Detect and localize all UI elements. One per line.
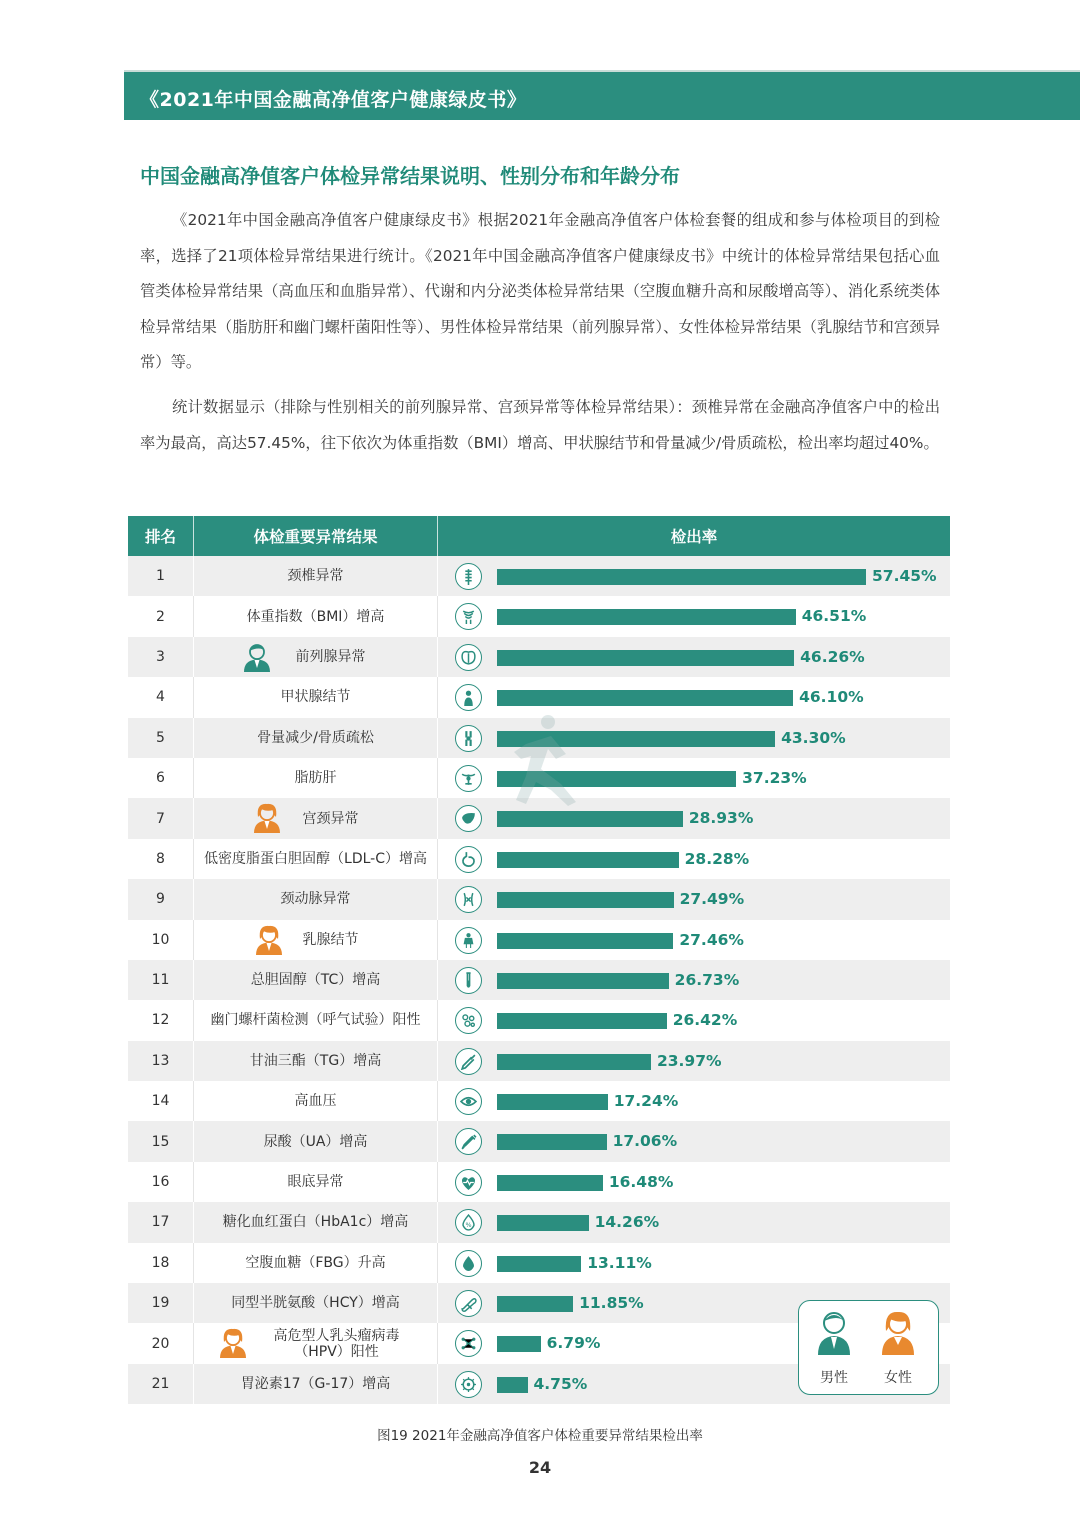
rate-bar — [497, 1054, 651, 1070]
legend-female-icon — [873, 1309, 923, 1361]
table-row — [128, 1162, 950, 1202]
eye-icon — [455, 1088, 482, 1115]
row-name: 颈椎异常 — [287, 568, 344, 585]
legend-male-label: 男性 — [820, 1370, 848, 1386]
row-rank: 11 — [128, 960, 194, 1000]
row-rate-cell — [438, 879, 950, 919]
row-rank: 9 — [128, 879, 194, 919]
row-rank: 5 — [128, 718, 194, 758]
test-tube-icon — [455, 967, 482, 994]
rate-value-label: 27.46% — [679, 930, 744, 949]
rate-value-label: 23.97% — [656, 1051, 722, 1070]
row-rate-cell — [438, 677, 950, 717]
prostate-icon — [455, 644, 482, 671]
row-name: 体重指数（BMI）增高 — [246, 608, 385, 625]
page-number: 24 — [528, 1458, 552, 1477]
row-name: 同型半胱氨酸（HCY）增高 — [231, 1295, 400, 1312]
row-name: 脂肪肝 — [294, 770, 337, 787]
table-row — [128, 1081, 950, 1121]
rate-bar — [497, 1175, 603, 1191]
female-person-icon — [252, 802, 282, 834]
row-name-cell — [194, 677, 438, 717]
row-name: 空腹血糖（FBG）升高 — [245, 1254, 386, 1271]
header-name: 体检重要异常结果 — [194, 516, 438, 556]
row-name-cell — [194, 596, 438, 636]
rate-bar — [497, 892, 674, 908]
rate-value-label: 13.11% — [587, 1253, 652, 1272]
rate-bar — [497, 852, 679, 868]
rate-value-label: 46.51% — [801, 607, 867, 626]
row-rate-cell — [438, 920, 950, 960]
row-name-cell — [194, 1323, 438, 1363]
legend-female-label: 女性 — [884, 1370, 912, 1386]
row-name-cell — [194, 1121, 438, 1161]
row-rate-cell — [438, 1243, 950, 1283]
female-person-icon — [254, 924, 284, 956]
row-name-cell — [194, 637, 438, 677]
row-rate-cell — [438, 1081, 950, 1121]
neck-artery-icon — [455, 886, 482, 913]
row-name: 尿酸（UA）增高 — [263, 1133, 368, 1150]
row-rank: 16 — [128, 1162, 194, 1202]
uterus-icon — [455, 765, 482, 792]
table-row — [128, 960, 950, 1000]
header-rank: 排名 — [128, 516, 194, 556]
row-name-cell — [194, 879, 438, 919]
rate-bar — [497, 1013, 667, 1029]
row-rate-cell — [438, 637, 950, 677]
header-rate: 检出率 — [670, 528, 718, 546]
row-rate-cell — [438, 1162, 950, 1202]
row-name: 总胆固醇（TC）增高 — [250, 972, 381, 989]
liver-icon — [455, 805, 482, 832]
row-rate-cell — [438, 556, 950, 596]
row-rate-cell — [438, 960, 950, 1000]
row-name-cell — [194, 839, 438, 879]
rate-bar — [497, 650, 794, 666]
cell-icon — [455, 1371, 482, 1398]
stomach-icon — [455, 846, 482, 873]
row-name-cell — [194, 960, 438, 1000]
spine-icon — [455, 563, 482, 590]
table-row — [128, 596, 950, 636]
table-body — [128, 556, 950, 1404]
thyroid-icon — [455, 684, 482, 711]
row-name-cell — [194, 1243, 438, 1283]
section-title: 中国金融高净值客户体检异常结果说明、性别分布和年龄分布 — [140, 164, 680, 188]
rate-bar — [497, 973, 669, 989]
rate-bar — [497, 1377, 528, 1393]
gender-legend — [798, 1300, 939, 1395]
row-name: 高危型人乳头瘤病毒（HPV）阳性 — [273, 1327, 400, 1360]
rate-bar — [497, 690, 793, 706]
row-name-cell — [194, 556, 438, 596]
rate-value-label: 57.45% — [872, 567, 937, 585]
row-name: 颈动脉异常 — [280, 891, 351, 908]
table-header — [128, 516, 950, 556]
row-name-cell — [194, 1000, 438, 1040]
capsule-icon — [455, 1290, 482, 1317]
row-name-cell — [194, 718, 438, 758]
table-row — [128, 1041, 950, 1081]
row-name: 高血压 — [294, 1093, 337, 1110]
legend-male-icon — [809, 1309, 859, 1361]
rate-bar — [497, 1094, 608, 1110]
row-rank: 1 — [128, 556, 194, 596]
row-rank: 18 — [128, 1243, 194, 1283]
row-name-cell — [194, 1041, 438, 1081]
runner-watermark-icon — [496, 714, 586, 814]
row-rank: 20 — [128, 1323, 194, 1363]
row-rank: 7 — [128, 798, 194, 838]
row-rank: 3 — [128, 637, 194, 677]
rate-bar — [497, 1336, 541, 1352]
rate-value-label: 37.23% — [742, 768, 807, 787]
table-row — [128, 1121, 950, 1161]
rate-value-label: 28.28% — [684, 849, 750, 868]
row-name-cell — [194, 920, 438, 960]
row-name-cell — [194, 1202, 438, 1242]
row-rank: 10 — [128, 920, 194, 960]
row-name: 胃泌素17（G-17）增高 — [240, 1376, 391, 1392]
row-name: 低密度脂蛋白胆固醇（LDL-C）增高 — [204, 850, 427, 867]
bone-joint-icon — [455, 725, 482, 752]
rate-value-label: 26.42% — [672, 1011, 738, 1030]
heartbeat-icon — [455, 1169, 482, 1196]
row-name-cell — [194, 1081, 438, 1121]
svg-text:%: % — [465, 1221, 472, 1229]
body-paragraph-2: 统计数据显示（排除与性别相关的前列腺异常、宫颈异常等体检异常结果）：颈椎异常在金融高净值客户中的检出率为最高，高达57.45%，往下依次为体重指数（BMI）增高、甲状腺结节和骨量减少/骨质疏松，检出率均超过40%。 — [140, 398, 940, 452]
row-rate-cell — [438, 596, 950, 636]
virus-network-icon — [455, 1330, 482, 1357]
row-name: 甘油三酯（TG）增高 — [249, 1052, 382, 1069]
rate-bar — [497, 1256, 581, 1272]
rate-value-label: 17.24% — [613, 1092, 679, 1111]
row-rank: 2 — [128, 596, 194, 636]
table-row — [128, 677, 950, 717]
body-paragraph-1: 《2021年中国金融高净值客户健康绿皮书》根据2021年金融高净值客户体检套餐的组成和参与体检项目的到检率，选择了21项体检异常结果进行统计。《2021年中国金融高净值客户健康绿皮书》中统计的体检异常结果包括心血管类体检异常结果（高血压和血脂异常）、代谢和内分泌类体检异常结果（空腹血糖升高和尿酸增高等）、消化系统类体检异常结果（脂肪肝和幽门螺杆菌阳性等）、男性体检异常结果（前列腺异常）、女性体检异常结果（乳腺结节和宫颈异常）等。 — [140, 211, 940, 371]
syringe-icon — [455, 1128, 482, 1155]
row-name: 宫颈异常 — [302, 810, 359, 827]
rate-value-label: 4.75% — [533, 1374, 588, 1393]
rate-bar — [497, 569, 866, 585]
row-name-cell — [194, 1283, 438, 1323]
row-rank: 8 — [128, 839, 194, 879]
table-row — [128, 556, 950, 596]
row-rank: 19 — [128, 1283, 194, 1323]
row-name: 乳腺结节 — [302, 931, 359, 948]
table-row — [128, 637, 950, 677]
row-rank: 6 — [128, 758, 194, 798]
row-name: 前列腺异常 — [295, 648, 366, 665]
row-rank: 21 — [128, 1364, 194, 1404]
row-name: 骨量减少/骨质疏松 — [257, 729, 374, 746]
blood-drop-icon — [455, 1250, 482, 1277]
row-rank: 17 — [128, 1202, 194, 1242]
row-name-cell — [194, 758, 438, 798]
rate-value-label: 17.06% — [612, 1132, 678, 1151]
row-rate-cell — [438, 1041, 950, 1081]
rate-value-label: 43.30% — [781, 728, 846, 747]
rate-bar — [497, 1296, 573, 1312]
rate-value-label: 46.26% — [800, 647, 865, 666]
row-rate-cell — [438, 1000, 950, 1040]
female-body-icon — [455, 927, 482, 954]
percent-drop-icon — [455, 1209, 482, 1236]
female-person-icon — [218, 1327, 248, 1359]
table-row — [128, 1202, 950, 1242]
rate-value-label: 14.26% — [594, 1213, 660, 1232]
row-name: 眼底异常 — [287, 1174, 344, 1191]
male-person-icon — [242, 641, 272, 673]
row-name-cell — [194, 798, 438, 838]
row-rate-cell — [438, 839, 950, 879]
figure-caption: 图19 2021年金融高净值客户体检重要异常结果检出率 — [377, 1428, 703, 1444]
rate-bar — [497, 933, 673, 949]
row-rank: 15 — [128, 1121, 194, 1161]
row-name-cell — [194, 1162, 438, 1202]
table-row — [128, 1000, 950, 1040]
rate-bar — [497, 1215, 589, 1231]
bacteria-icon — [455, 1007, 482, 1034]
row-rank: 12 — [128, 1000, 194, 1040]
row-name: 幽门螺杆菌检测（呼气试验）阳性 — [210, 1012, 421, 1029]
table-row — [128, 920, 950, 960]
rate-value-label: 11.85% — [579, 1294, 644, 1313]
abnormal-results-table — [128, 516, 950, 1404]
rate-bar — [497, 1134, 607, 1150]
rate-value-label: 46.10% — [799, 688, 864, 707]
rate-value-label: 26.73% — [674, 970, 740, 989]
table-row — [128, 1243, 950, 1283]
row-name-cell — [194, 1364, 438, 1404]
row-rate-cell — [438, 1121, 950, 1161]
rate-value-label: 6.79% — [546, 1334, 601, 1353]
row-rate-cell — [438, 1202, 950, 1242]
document-title: 《2021年中国金融高净值客户健康绿皮书》 — [140, 89, 527, 111]
pipette-icon — [455, 1048, 482, 1075]
row-rank: 14 — [128, 1081, 194, 1121]
row-rank: 4 — [128, 677, 194, 717]
rate-value-label: 27.49% — [679, 890, 745, 909]
table-row — [128, 839, 950, 879]
rate-value-label: 28.93% — [688, 809, 754, 828]
body-weight-icon — [455, 603, 482, 630]
table-row — [128, 879, 950, 919]
row-name: 甲状腺结节 — [280, 689, 351, 706]
rate-value-label: 16.48% — [608, 1172, 674, 1191]
row-rank: 13 — [128, 1041, 194, 1081]
row-name: 糖化血红蛋白（HbA1c）增高 — [222, 1214, 409, 1231]
rate-bar — [497, 609, 796, 625]
